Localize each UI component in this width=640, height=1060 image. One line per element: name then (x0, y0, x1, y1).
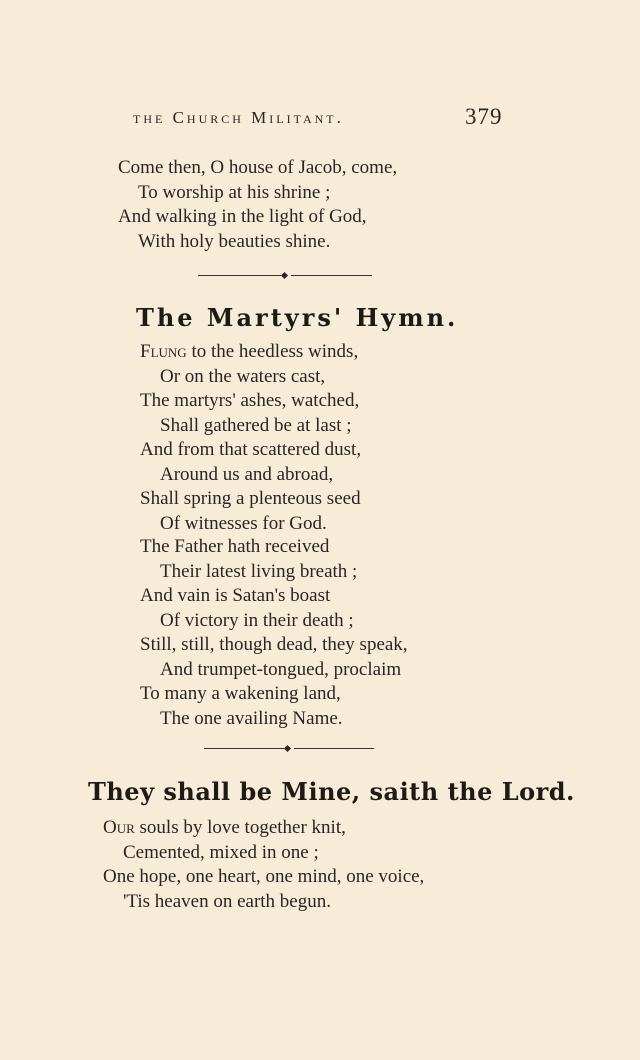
verse-line: The Father hath received (140, 536, 330, 557)
diamond-ornament-icon (281, 272, 288, 279)
verse-line: Come then, O house of Jacob, come, (118, 157, 398, 178)
running-title: the Church Militant. (133, 108, 344, 127)
poem-title: The Martyrs' Hymn. (136, 303, 459, 332)
verse-line: And trumpet-tongued, proclaim (160, 658, 402, 680)
verse-line: And from that scattered dust, (140, 439, 362, 460)
verse-line: One hope, one heart, one mind, one voice, (103, 866, 425, 887)
poem-title: They shall be Mine, saith the Lord. (88, 777, 575, 806)
verse-line: The one availing Name. (160, 707, 343, 729)
page-number: 379 (465, 104, 503, 129)
verse-line: The martyrs' ashes, watched, (140, 390, 360, 411)
verse-line: Of witnesses for God. (160, 512, 327, 534)
verse-line: To many a wakening land, (140, 683, 341, 704)
stanza-continued (118, 156, 397, 254)
verse-line: Shall spring a plenteous seed (140, 488, 361, 509)
section-divider (204, 744, 374, 754)
poem-stanza (140, 535, 408, 731)
verse-line: With holy beauties shine. (138, 230, 331, 252)
verse-line: Or on the waters cast, (160, 365, 326, 387)
verse-line: And vain is Satan's boast (140, 585, 331, 606)
initial-word: Our (103, 817, 135, 838)
poem-stanza (103, 816, 424, 914)
verse-line: Shall gathered be at last ; (160, 414, 352, 436)
verse-line: Around us and abroad, (160, 463, 334, 485)
verse-line: To worship at his shrine ; (138, 181, 331, 203)
verse-line: Our souls by love together knit, (103, 817, 346, 838)
verse-line: And walking in the light of God, (118, 206, 367, 227)
verse-line: Flung to the heedless winds, (140, 341, 359, 362)
section-divider (198, 271, 372, 281)
verse-line: Of victory in their death ; (160, 609, 354, 631)
verse-line: Still, still, though dead, they speak, (140, 634, 408, 655)
diamond-ornament-icon (284, 745, 291, 752)
poem-stanza (140, 340, 361, 536)
verse-line: Their latest living breath ; (160, 560, 358, 582)
running-header (0, 104, 640, 138)
initial-word: Flung (140, 341, 187, 362)
verse-line: 'Tis heaven on earth begun. (123, 890, 331, 912)
verse-line: Cemented, mixed in one ; (123, 841, 319, 863)
